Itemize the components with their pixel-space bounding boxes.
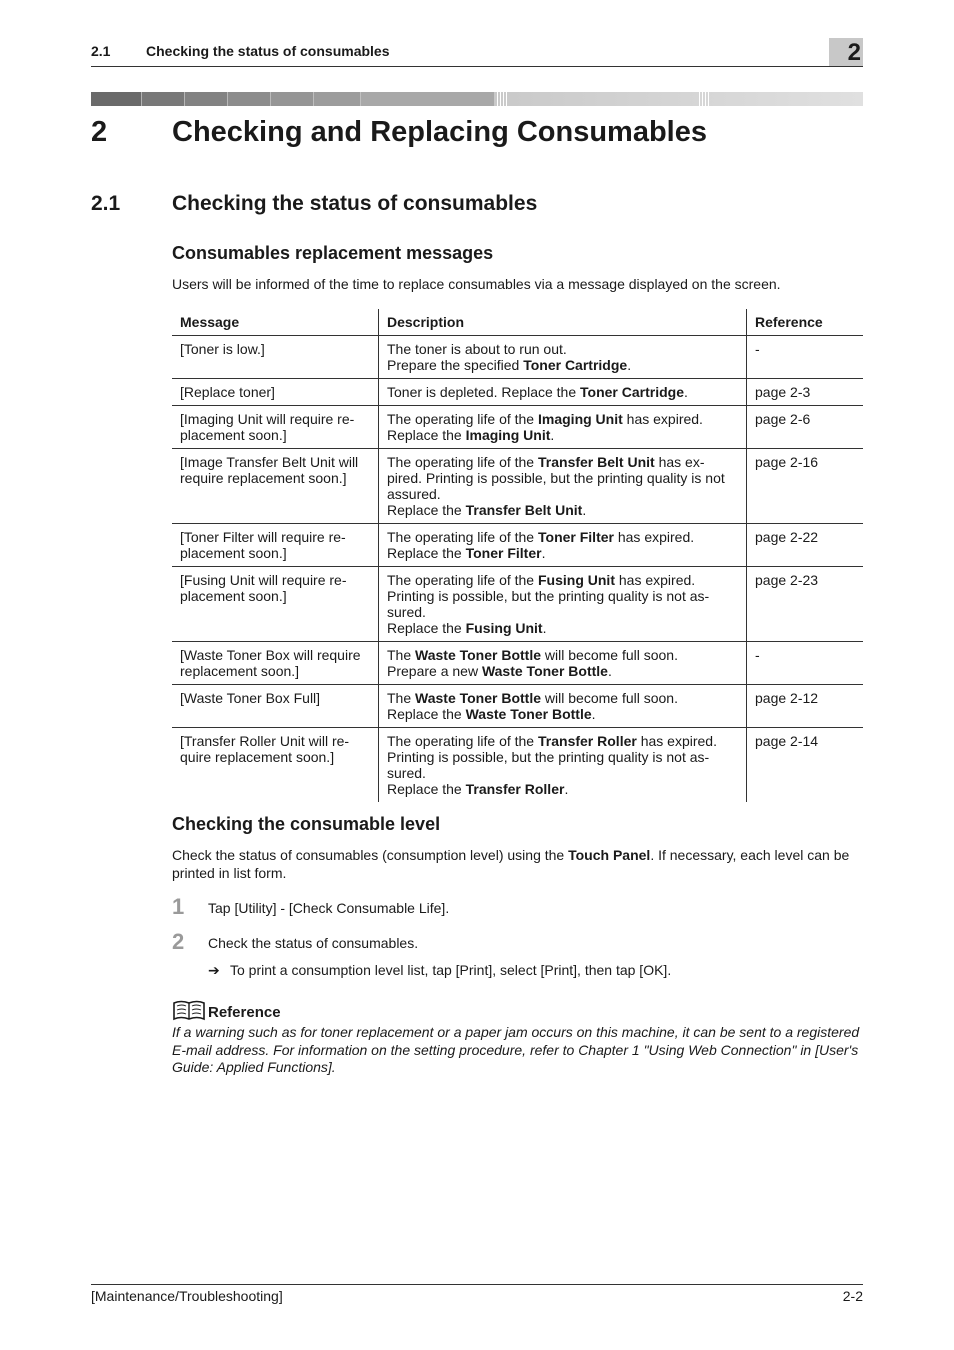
emphasis-term: Fusing Unit — [465, 620, 543, 636]
step-number: 1 — [172, 894, 185, 919]
emphasis-term: Transfer Roller — [538, 733, 637, 749]
emphasis-term: Transfer Roller — [465, 781, 565, 797]
reference-cell: page 2-3 — [747, 379, 864, 406]
message-cell: [Toner is low.] — [172, 336, 379, 379]
table-row — [172, 379, 863, 406]
table-row — [172, 567, 863, 642]
substep-text: To print a consumption level list, tap [Print], select [Print], then tap [OK]. — [230, 962, 672, 978]
page-footer — [91, 1284, 863, 1309]
book-icon — [172, 999, 206, 1021]
reference-cell: - — [747, 336, 864, 379]
description-line: The operating life of the Imaging Unit has expired. — [387, 411, 703, 427]
table-row — [172, 685, 863, 728]
description-cell — [379, 728, 747, 803]
table-row — [172, 642, 863, 685]
chapter-number: 2 — [91, 116, 108, 148]
header-section-number: 2.1 — [91, 43, 111, 59]
description-line: Printing is possible, but the printing quality is not as-sured. — [387, 749, 710, 781]
level-intro: Check the status of consumables (consumption level) using the Touch Panel. If necessary, each level can be printed in list form. — [172, 847, 850, 881]
header-section-title: Checking the status of consumables — [146, 43, 390, 59]
emphasis-term: Waste Toner Bottle — [465, 706, 592, 722]
emphasis-term: Touch Panel — [568, 847, 651, 863]
chapter-title: Checking and Replacing Consumables — [172, 116, 707, 148]
emphasis-term: Toner Cartridge — [580, 384, 684, 400]
emphasis-term: Imaging Unit — [538, 411, 623, 427]
emphasis-term: Waste Toner Bottle — [415, 690, 542, 706]
step-text: Check the status of consumables. — [208, 935, 419, 951]
description-line: The toner is about to run out. — [387, 341, 567, 357]
description-cell — [379, 642, 747, 685]
reference-cell: - — [747, 642, 864, 685]
column-header-message: Message — [172, 309, 379, 336]
messages-table — [172, 309, 863, 802]
messages-intro: Users will be informed of the time to replace consumables via a message displayed on the screen. — [172, 276, 781, 292]
table-body — [172, 336, 863, 803]
description-cell — [379, 406, 747, 449]
emphasis-term: Toner Filter — [465, 545, 542, 561]
description-line: The Waste Toner Bottle will become full soon. — [387, 690, 678, 706]
table-row — [172, 406, 863, 449]
step-number: 2 — [172, 929, 185, 954]
step-text: Tap [Utility] - [Check Consumable Life]. — [208, 900, 450, 916]
description-line: Replace the Waste Toner Bottle. — [387, 706, 596, 722]
description-line: The operating life of the Transfer Belt Unit has ex-pired. Printing is possible, but the printing quality is not assured. — [387, 454, 725, 502]
description-line: Prepare a new Waste Toner Bottle. — [387, 663, 612, 679]
message-cell: [Imaging Unit will require re-placement soon.] — [172, 406, 379, 449]
message-cell: [Waste Toner Box will require replacement soon.] — [172, 642, 379, 685]
reference-cell: page 2-22 — [747, 524, 864, 567]
table-row — [172, 449, 863, 524]
table-header-row — [172, 309, 863, 336]
arrow-right-icon: ➔ — [208, 962, 220, 978]
description-line: Prepare the specified Toner Cartridge. — [387, 357, 632, 373]
column-header-description: Description — [379, 309, 747, 336]
footer-manual-name: [Maintenance/Troubleshooting] — [91, 1288, 283, 1304]
description-line: The operating life of the Toner Filter has expired. — [387, 529, 695, 545]
description-line: The operating life of the Fusing Unit has expired. — [387, 572, 696, 588]
substep — [208, 962, 671, 979]
message-cell: [Toner Filter will require re-placement soon.] — [172, 524, 379, 567]
reference-cell: page 2-14 — [747, 728, 864, 803]
description-line: Replace the Transfer Roller. — [387, 781, 569, 797]
emphasis-term: Fusing Unit — [538, 572, 615, 588]
description-cell — [379, 567, 747, 642]
message-cell: [Waste Toner Box Full] — [172, 685, 379, 728]
reference-text: If a warning such as for toner replacement or a paper jam occurs on this machine, it can be sent to a registered E-mail address. For information on the setting procedure, refer to Chapter 1 "Using Web Connection" in [User's Guide: Applied Functions]. — [172, 1024, 860, 1075]
page-number: 2-2 — [842, 1288, 863, 1304]
description-line: Replace the Transfer Belt Unit. — [387, 502, 587, 518]
level-heading: Checking the consumable level — [172, 814, 441, 834]
description-line: The operating life of the Transfer Roller has expired. — [387, 733, 717, 749]
description-cell — [379, 379, 747, 406]
section-title: Checking the status of consumables — [172, 192, 538, 215]
emphasis-term: Toner Filter — [538, 529, 614, 545]
decorative-bar — [91, 92, 863, 106]
running-header — [91, 38, 863, 67]
emphasis-term: Waste Toner Bottle — [481, 663, 608, 679]
reference-cell: page 2-12 — [747, 685, 864, 728]
description-line: Replace the Toner Filter. — [387, 545, 546, 561]
reference-label: Reference — [208, 1004, 281, 1021]
table-row — [172, 728, 863, 803]
description-line: Replace the Fusing Unit. — [387, 620, 547, 636]
description-line: Printing is possible, but the printing quality is not as-sured. — [387, 588, 710, 620]
description-line: The Waste Toner Bottle will become full soon. — [387, 647, 678, 663]
reference-cell: page 2-6 — [747, 406, 864, 449]
message-cell: [Transfer Roller Unit will re-quire replacement soon.] — [172, 728, 379, 803]
table-row — [172, 524, 863, 567]
description-line: Toner is depleted. Replace the Toner Cartridge. — [387, 384, 688, 400]
messages-heading: Consumables replacement messages — [172, 243, 494, 263]
description-cell — [379, 685, 747, 728]
message-cell: [Image Transfer Belt Unit will require replacement soon.] — [172, 449, 379, 524]
emphasis-term: Imaging Unit — [465, 427, 551, 443]
reference-cell: page 2-16 — [747, 449, 864, 524]
description-cell — [379, 524, 747, 567]
section-number: 2.1 — [91, 192, 121, 215]
column-header-reference: Reference — [747, 309, 864, 336]
reference-cell: page 2-23 — [747, 567, 864, 642]
emphasis-term: Transfer Belt Unit — [465, 502, 583, 518]
emphasis-term: Waste Toner Bottle — [415, 647, 542, 663]
chapter-tab: 2 — [829, 38, 863, 66]
message-cell: [Replace toner] — [172, 379, 379, 406]
table-row — [172, 336, 863, 379]
message-cell: [Fusing Unit will require re-placement soon.] — [172, 567, 379, 642]
description-cell — [379, 336, 747, 379]
description-line: Replace the Imaging Unit. — [387, 427, 555, 443]
emphasis-term: Toner Cartridge — [523, 357, 628, 373]
emphasis-term: Transfer Belt Unit — [538, 454, 655, 470]
description-cell — [379, 449, 747, 524]
